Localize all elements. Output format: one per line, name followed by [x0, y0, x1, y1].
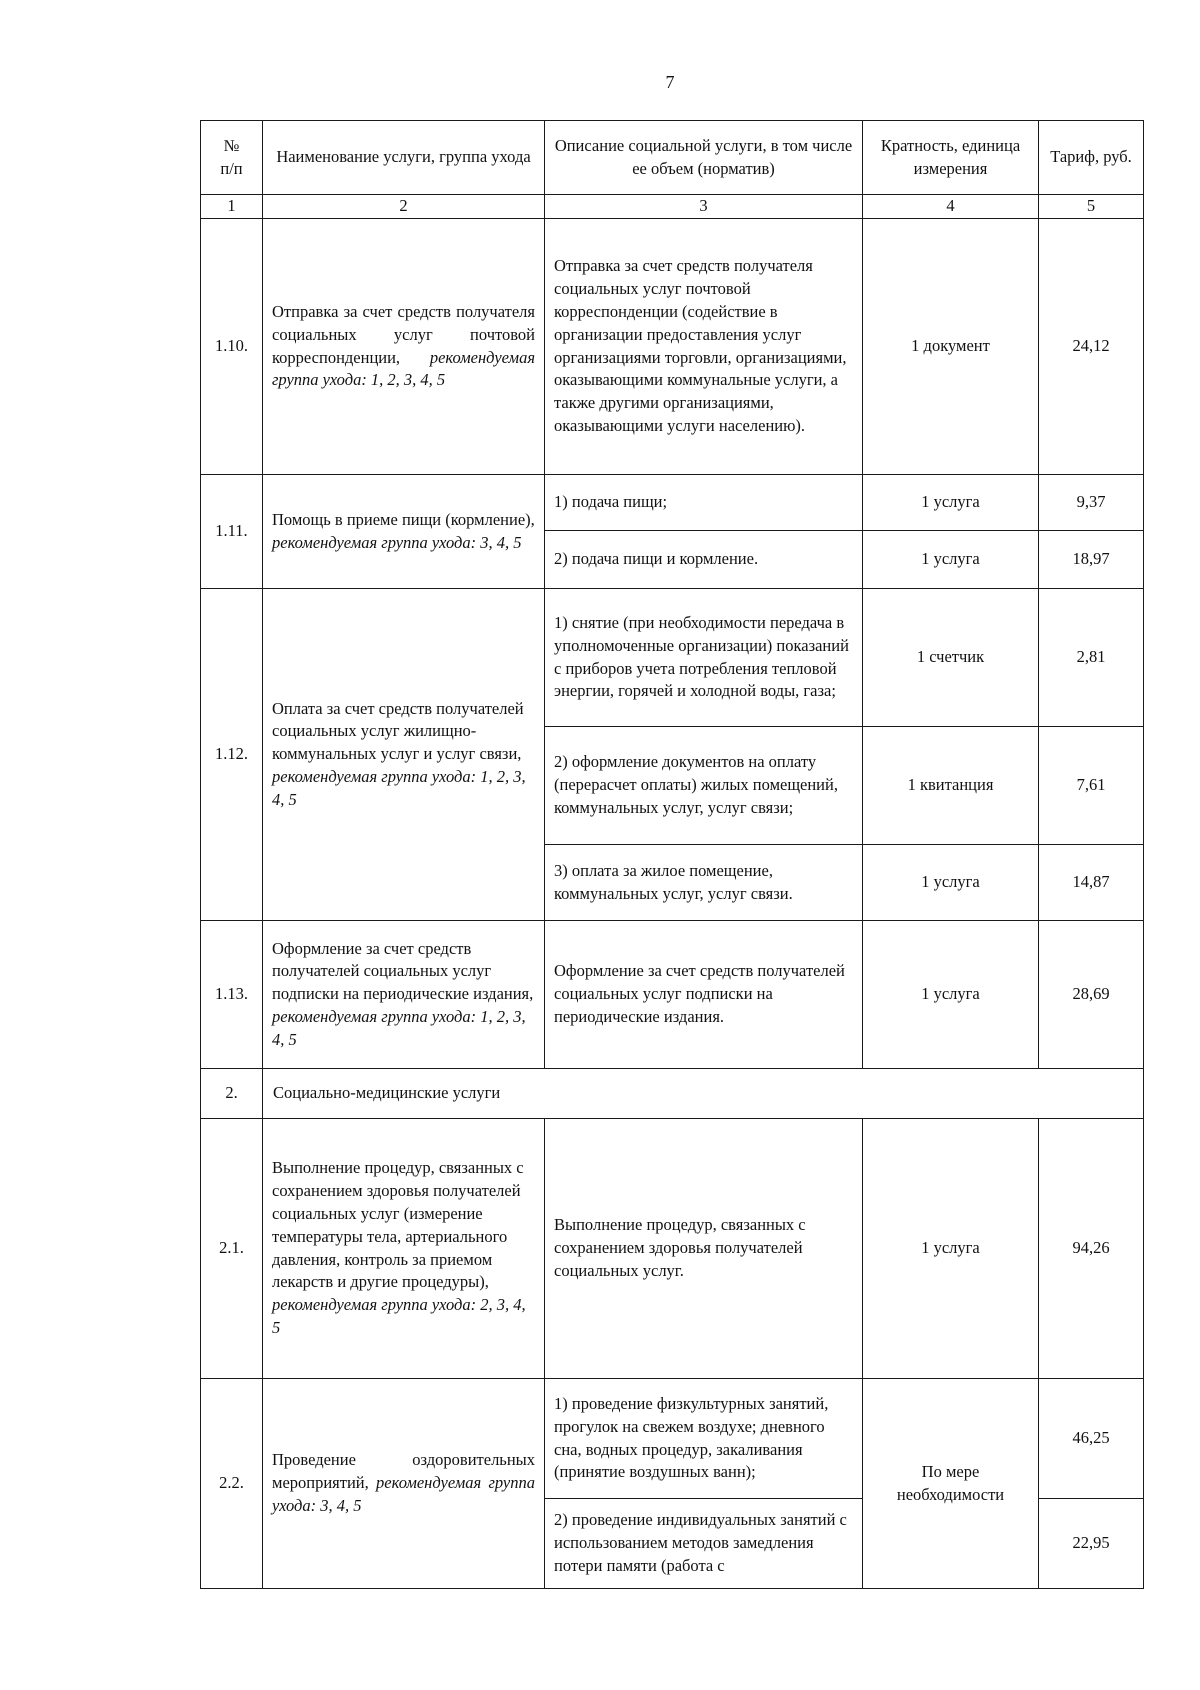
service-name-cell [263, 1379, 545, 1589]
row-number: 1.10. [201, 219, 263, 475]
service-description: 2) проведение индивидуальных занятий с использованием методов замедления потери памяти (работа с [545, 1499, 863, 1589]
service-name-cell [263, 1119, 545, 1379]
unit-cell: 1 документ [863, 219, 1039, 475]
care-group: рекомендуемая группа ухода: 3, 4, 5 [272, 1473, 536, 1515]
unit-cell: По мере необходимости [863, 1379, 1039, 1589]
column-number: 2 [263, 195, 545, 219]
service-description: 2) подача пищи и кормление. [545, 531, 863, 589]
table-row [201, 219, 1144, 475]
row-number: 1.11. [201, 475, 263, 589]
service-description: Выполнение процедур, связанных с сохранением здоровья получателей социальных услуг. [545, 1119, 863, 1379]
service-name-cell [263, 921, 545, 1069]
row-number: 2.1. [201, 1119, 263, 1379]
service-name-cell [263, 589, 545, 921]
header-name: Наименование услуги, группа ухода [263, 121, 545, 195]
tariff-cell: 14,87 [1039, 845, 1144, 921]
unit-cell: 1 счетчик [863, 589, 1039, 727]
care-group: рекомендуемая группа ухода: 3, 4, 5 [272, 532, 522, 552]
table-header-row [201, 121, 1144, 195]
column-number-row [201, 195, 1144, 219]
tariff-cell: 28,69 [1039, 921, 1144, 1069]
column-number: 3 [545, 195, 863, 219]
unit-cell: 1 услуга [863, 475, 1039, 531]
table-row [201, 589, 1144, 727]
service-description: 1) подача пищи; [545, 475, 863, 531]
header-description: Описание социальной услуги, в том числе ее объем (норматив) [545, 121, 863, 195]
unit-cell: 1 услуга [863, 845, 1039, 921]
service-description: 1) проведение физкультурных занятий, прогулок на свежем воздухе; дневного сна, водных процедур, закаливания (принятие воздушных ванн); [545, 1379, 863, 1499]
service-description: Оформление за счет средств получателей социальных услуг подписки на периодические издания. [545, 921, 863, 1069]
unit-cell: 1 услуга [863, 921, 1039, 1069]
column-number: 4 [863, 195, 1039, 219]
service-name: Выполнение процедур, связанных с сохранением здоровья получателей социальных услуг (измерение температуры тела, артериального давления, контроль за приемом лекарств и другие процедуры), [272, 1158, 524, 1292]
table-row [201, 1379, 1144, 1499]
section-title: Социально-медицинские услуги [263, 1069, 1144, 1119]
tariff-table [200, 120, 1144, 1589]
unit-cell: 1 услуга [863, 531, 1039, 589]
service-name: Оформление за счет средств получателей социальных услуг подписки на периодические издания, [272, 938, 534, 1004]
column-number: 5 [1039, 195, 1144, 219]
row-number: 1.13. [201, 921, 263, 1069]
service-name: Отправка за счет средств получателя социальных услуг почтовой корреспонденции, [272, 301, 535, 367]
service-name: Проведение оздоровительных мероприятий, [272, 1450, 535, 1493]
service-description: 1) снятие (при необходимости передача в уполномоченные организации) показаний с приборов учета потребления тепловой энергии, горячей и холодной воды, газа; [545, 589, 863, 727]
table-row [201, 921, 1144, 1069]
service-name: Помощь в приеме пищи (кормление), [272, 509, 535, 529]
row-number: 1.12. [201, 589, 263, 921]
service-description: 2) оформление документов на оплату (перерасчет оплаты) жилых помещений, коммунальных услуг, услуг связи; [545, 727, 863, 845]
column-number: 1 [201, 195, 263, 219]
section-row [201, 1069, 1144, 1119]
service-name: Оплата за счет средств получателей социальных услуг жилищно-коммунальных услуг и услуг связи, [272, 698, 524, 764]
tariff-cell: 7,61 [1039, 727, 1144, 845]
header-frequency: Кратность, единица измерения [863, 121, 1039, 195]
tariff-cell: 2,81 [1039, 589, 1144, 727]
care-group: рекомендуемая группа ухода: 1, 2, 3, 4, 5 [272, 347, 535, 390]
tariff-cell: 94,26 [1039, 1119, 1144, 1379]
row-number: 2.2. [201, 1379, 263, 1589]
service-description: Отправка за счет средств получателя социальных услуг почтовой корреспонденции (содействие в организации предоставления услуг организациями торговли, организациями, оказывающими коммунальные услуги, а также другими организациями, оказывающими услуги населению). [545, 219, 863, 475]
tariff-cell: 46,25 [1039, 1379, 1144, 1499]
unit-cell: 1 квитанция [863, 727, 1039, 845]
care-group: рекомендуемая группа ухода: 2, 3, 4, 5 [272, 1295, 526, 1337]
page-number: 7 [665, 72, 675, 92]
service-name-cell [263, 475, 545, 589]
service-name-cell [263, 219, 545, 475]
tariff-cell: 22,95 [1039, 1499, 1144, 1589]
tariff-cell: 18,97 [1039, 531, 1144, 589]
section-number: 2. [201, 1069, 263, 1119]
care-group: рекомендуемая группа ухода: 1, 2, 3, 4, 5 [272, 766, 526, 809]
header-no: № п/п [201, 121, 263, 195]
care-group: рекомендуемая группа ухода: 1, 2, 3, 4, 5 [272, 1006, 526, 1049]
tariff-cell: 9,37 [1039, 475, 1144, 531]
service-description: 3) оплата за жилое помещение, коммунальных услуг, услуг связи. [545, 845, 863, 921]
tariff-cell: 24,12 [1039, 219, 1144, 475]
table-row [201, 475, 1144, 531]
header-tariff: Тариф, руб. [1039, 121, 1144, 195]
table-row [201, 1119, 1144, 1379]
unit-cell: 1 услуга [863, 1119, 1039, 1379]
